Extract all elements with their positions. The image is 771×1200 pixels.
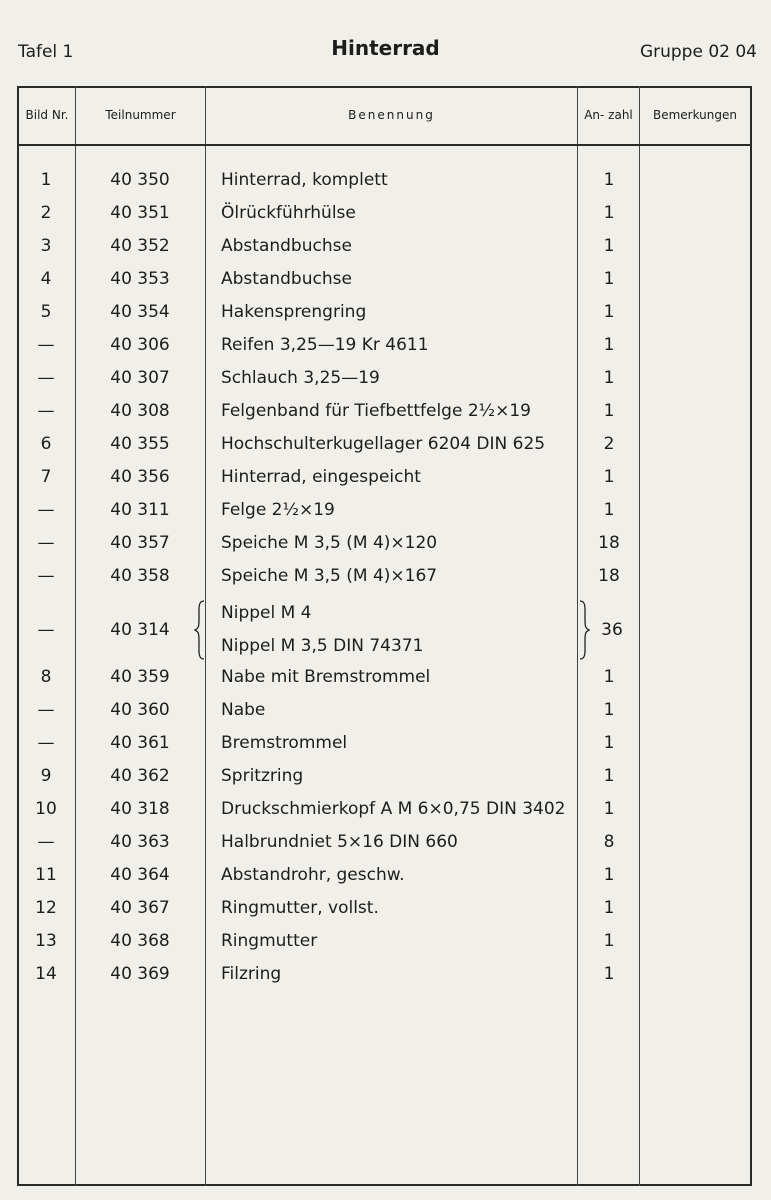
cell-anzahl: 1 <box>603 203 615 223</box>
cell-teilnummer: 40 364 <box>110 865 170 885</box>
cell-bild: 2 <box>40 203 52 223</box>
cell-benennung: Ringmutter, vollst. <box>221 898 379 918</box>
cell-bild: 4 <box>40 269 52 289</box>
table-row <box>0 958 771 991</box>
cell-anzahl: 1 <box>603 368 615 388</box>
cell-teilnummer: 40 308 <box>110 401 170 421</box>
table-row <box>0 560 771 593</box>
cell-anzahl: 1 <box>603 335 615 355</box>
cell-bild: 5 <box>40 302 52 322</box>
cell-benennung: Nabe mit Bremstrommel <box>221 667 431 687</box>
column-header-bemerkungen: Bemerkungen <box>652 108 738 122</box>
table-row <box>0 296 771 329</box>
table-row <box>0 826 771 859</box>
table-row <box>0 395 771 428</box>
cell-benennung: Nippel M 3,5 DIN 74371 <box>221 636 424 656</box>
cell-anzahl: 1 <box>603 170 615 190</box>
cell-bild: 11 <box>35 865 57 885</box>
cell-anzahl: 1 <box>603 766 615 786</box>
table-row <box>0 892 771 925</box>
page-header <box>0 36 771 68</box>
table-row <box>0 461 771 494</box>
cell-teilnummer: 40 350 <box>110 170 170 190</box>
cell-benennung: Spritzring <box>221 766 304 786</box>
table-row <box>0 263 771 296</box>
table-row <box>0 859 771 892</box>
cell-teilnummer: 40 351 <box>110 203 170 223</box>
column-header-teilnummer: Teilnummer <box>105 108 176 122</box>
table-row <box>0 694 771 727</box>
cell-anzahl: 1 <box>603 236 615 256</box>
cell-teilnummer: 40 353 <box>110 269 170 289</box>
cell-bild: — <box>37 733 55 753</box>
cell-benennung: Nabe <box>221 700 266 720</box>
cell-bild: 13 <box>35 931 57 951</box>
cell-anzahl: 1 <box>603 733 615 753</box>
cell-teilnummer: 40 356 <box>110 467 170 487</box>
column-header-bild: Bild Nr. <box>25 108 69 122</box>
cell-bild: — <box>37 832 55 852</box>
column-header-anzahl: An- zahl <box>584 108 633 122</box>
cell-teilnummer: 40 369 <box>110 964 170 984</box>
header-separator <box>17 144 752 146</box>
right-brace <box>578 600 590 660</box>
table-row <box>0 230 771 263</box>
table-row <box>0 197 771 230</box>
cell-anzahl: 1 <box>603 865 615 885</box>
cell-teilnummer: 40 359 <box>110 667 170 687</box>
table-row <box>0 428 771 461</box>
cell-anzahl: 18 <box>598 533 620 553</box>
cell-benennung: Hinterrad, eingespeicht <box>221 467 421 487</box>
cell-benennung: Abstandbuchse <box>221 236 352 256</box>
cell-bild: 14 <box>35 964 57 984</box>
cell-bild: — <box>37 335 55 355</box>
cell-benennung: Schlauch 3,25—19 <box>221 368 380 388</box>
column-header-benennung: Benennung <box>348 108 435 122</box>
table-row <box>0 329 771 362</box>
cell-bild: — <box>37 620 55 640</box>
cell-benennung: Speiche M 3,5 (M 4)×167 <box>221 566 438 586</box>
cell-teilnummer: 40 352 <box>110 236 170 256</box>
cell-benennung: Druckschmierkopf A M 6×0,75 DIN 3402 <box>221 799 566 819</box>
table-row <box>0 793 771 826</box>
page-title: Hinterrad <box>331 36 440 60</box>
cell-anzahl: 1 <box>603 269 615 289</box>
cell-bild: 7 <box>40 467 52 487</box>
cell-benennung: Bremstrommel <box>221 733 348 753</box>
cell-bild: — <box>37 500 55 520</box>
cell-anzahl: 1 <box>603 964 615 984</box>
cell-teilnummer: 40 357 <box>110 533 170 553</box>
cell-bild: — <box>37 533 55 553</box>
table-row <box>0 661 771 694</box>
cell-anzahl: 1 <box>603 931 615 951</box>
cell-anzahl: 1 <box>603 898 615 918</box>
cell-benennung: Felgenband für Tiefbettfelge 2½×19 <box>221 401 531 421</box>
cell-anzahl: 1 <box>603 700 615 720</box>
table-row <box>0 597 771 663</box>
cell-teilnummer: 40 355 <box>110 434 170 454</box>
cell-teilnummer: 40 314 <box>110 620 170 640</box>
cell-benennung: Ringmutter <box>221 931 318 951</box>
cell-anzahl: 1 <box>603 799 615 819</box>
cell-benennung: Speiche M 3,5 (M 4)×120 <box>221 533 438 553</box>
cell-teilnummer: 40 311 <box>110 500 170 520</box>
cell-teilnummer: 40 367 <box>110 898 170 918</box>
cell-bild: — <box>37 700 55 720</box>
cell-bild: 12 <box>35 898 57 918</box>
group-number: Gruppe 02 04 <box>639 42 757 62</box>
table-row <box>0 362 771 395</box>
table-row <box>0 164 771 197</box>
cell-benennung: Abstandbuchse <box>221 269 352 289</box>
plate-number: Tafel 1 <box>18 42 74 62</box>
cell-benennung: Nippel M 4 <box>221 603 312 623</box>
table-row <box>0 727 771 760</box>
cell-anzahl: 18 <box>598 566 620 586</box>
cell-benennung: Hakensprengring <box>221 302 367 322</box>
cell-bild: 8 <box>40 667 52 687</box>
table-row <box>0 760 771 793</box>
cell-anzahl: 8 <box>603 832 615 852</box>
cell-teilnummer: 40 362 <box>110 766 170 786</box>
cell-bild: — <box>37 368 55 388</box>
cell-anzahl: 1 <box>603 467 615 487</box>
table-row <box>0 925 771 958</box>
cell-benennung: Felge 2½×19 <box>221 500 335 520</box>
table-row <box>0 494 771 527</box>
cell-teilnummer: 40 358 <box>110 566 170 586</box>
cell-bild: 3 <box>40 236 52 256</box>
left-brace <box>194 600 206 660</box>
cell-bild: 10 <box>35 799 57 819</box>
cell-anzahl: 1 <box>603 401 615 421</box>
cell-anzahl: 1 <box>603 667 615 687</box>
cell-teilnummer: 40 368 <box>110 931 170 951</box>
cell-benennung: Hinterrad, komplett <box>221 170 388 190</box>
cell-benennung: Reifen 3,25—19 Kr 4611 <box>221 335 429 355</box>
cell-benennung: Ölrückführhülse <box>221 203 356 223</box>
cell-benennung: Hochschulterkugellager 6204 DIN 625 <box>221 434 546 454</box>
cell-benennung: Abstandrohr, geschw. <box>221 865 405 885</box>
cell-teilnummer: 40 318 <box>110 799 170 819</box>
cell-teilnummer: 40 354 <box>110 302 170 322</box>
cell-anzahl: 2 <box>603 434 615 454</box>
cell-benennung: Filzring <box>221 964 282 984</box>
cell-bild: — <box>37 566 55 586</box>
cell-anzahl: 1 <box>603 500 615 520</box>
cell-bild: 9 <box>40 766 52 786</box>
cell-teilnummer: 40 307 <box>110 368 170 388</box>
cell-bild: 6 <box>40 434 52 454</box>
cell-anzahl: 36 <box>601 620 623 640</box>
cell-benennung: Halbrundniet 5×16 DIN 660 <box>221 832 458 852</box>
cell-teilnummer: 40 306 <box>110 335 170 355</box>
table-row <box>0 527 771 560</box>
cell-bild: 1 <box>40 170 52 190</box>
cell-teilnummer: 40 361 <box>110 733 170 753</box>
cell-bild: — <box>37 401 55 421</box>
cell-anzahl: 1 <box>603 302 615 322</box>
cell-teilnummer: 40 360 <box>110 700 170 720</box>
cell-teilnummer: 40 363 <box>110 832 170 852</box>
